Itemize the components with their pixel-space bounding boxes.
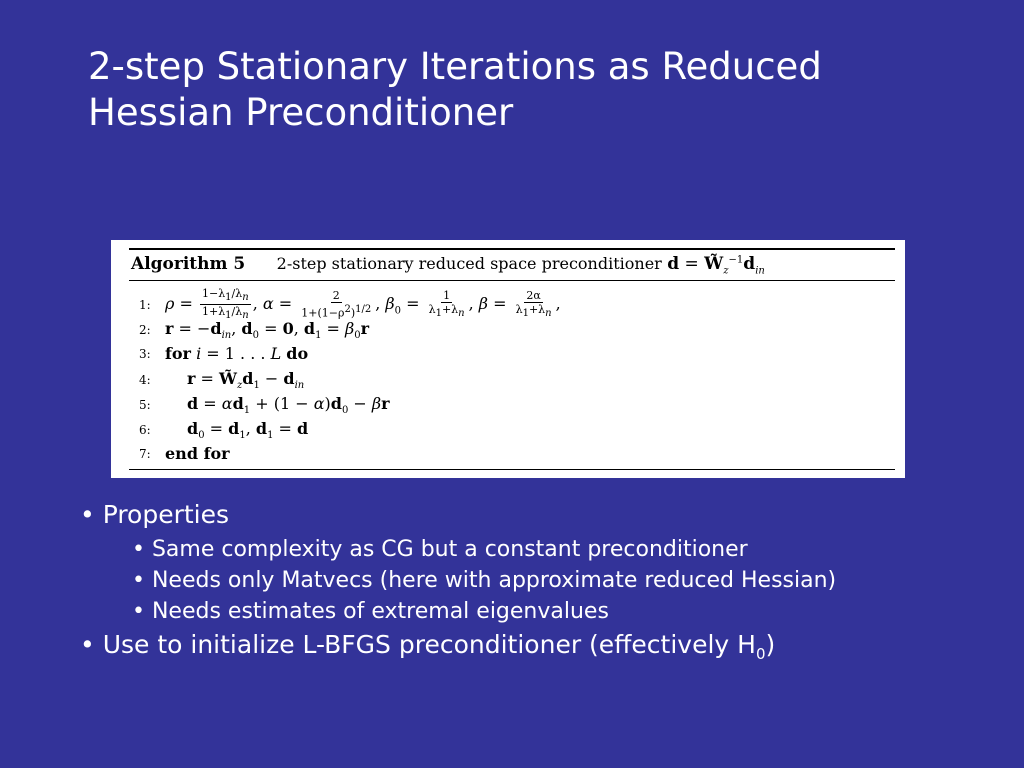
- for-keyword: for: [165, 344, 191, 363]
- algorithm-figure: [111, 240, 905, 478]
- algorithm-line-2: [139, 319, 369, 341]
- line-number-4: 4:: [139, 373, 151, 388]
- bullet-sub-needs-estimates: • Needs estimates of extremal eigenvalues: [132, 599, 609, 624]
- bullet-use-lbfgs-subscript: 0: [755, 645, 766, 663]
- line-number-3: 3:: [139, 346, 151, 361]
- algorithm-line-7: [139, 444, 230, 463]
- algorithm-caption-formula: $d = W̃_z^{-1}d_{in}$: [667, 254, 765, 277]
- slide-title-line-1: 2-step Stationary Iterations as Reduced: [88, 45, 822, 88]
- algorithm-line-1-formula: ρ = $\frac{1-\lambda_1/\lambda_n}{1+\lambda_1/\lambda_n}$ , α = $\frac{2}{1+(1-\rho^2)^{1/2}}$ , $\beta_0$ = $\frac{1}{\lambda_1+\lambda_n}$ , β = $\frac{2\alpha}{\lambda_1+\lambda_n}$ ,: [165, 287, 561, 322]
- algorithm-line-5-formula: $d = \alpha d_1 + (1 - \alpha)d_0 - \beta r$: [187, 394, 390, 417]
- bullet-use-lbfgs-text: • Use to initialize L-BFGS preconditioner (effectively H: [80, 630, 756, 659]
- bullet-use-lbfgs: [80, 630, 775, 663]
- line-number-1: 1:: [139, 297, 151, 312]
- line-number-2: 2:: [139, 323, 151, 338]
- bullet-properties: • Properties: [80, 500, 230, 529]
- algorithm-line-6-formula: $d_0 = d_1$, $d_1 = d$: [187, 419, 309, 442]
- algorithm-bottom-rule: [129, 469, 895, 470]
- algorithm-line-5: [139, 394, 390, 416]
- algorithm-line-1: [139, 288, 561, 321]
- slide-title: [88, 44, 968, 136]
- end-for-keyword: end for: [165, 444, 230, 463]
- line-number-6: 6:: [139, 423, 151, 438]
- slide-title-line-2: Hessian Preconditioner: [88, 91, 514, 134]
- algorithm-line-3: [139, 344, 308, 363]
- algorithm-line-4-formula: $r = W̃_zd_1 - d_{in}$: [187, 369, 305, 392]
- do-keyword: do: [286, 344, 309, 363]
- algorithm-header: [131, 254, 765, 276]
- bullet-use-lbfgs-close: ): [765, 630, 776, 659]
- algorithm-mid-rule: [129, 280, 895, 281]
- algorithm-line-2-formula: $r = -d_{in}$, $d_0 = 0$, $d_1 = \beta_0r$: [165, 319, 370, 342]
- algorithm-line-4: [139, 369, 304, 391]
- algorithm-line-6: [139, 419, 308, 441]
- bullet-sub-needs-matvecs: • Needs only Matvecs (here with approximate reduced Hessian): [132, 568, 837, 593]
- algorithm-caption: 2-step stationary reduced space preconditioner: [276, 254, 662, 273]
- algorithm-number: Algorithm 5: [131, 254, 246, 274]
- line-number-7: 7:: [139, 446, 151, 461]
- algorithm-top-rule: [129, 248, 895, 250]
- algorithm-line-3-formula: for i = 1 . . . L do: [165, 344, 309, 363]
- line-number-5: 5:: [139, 398, 151, 413]
- bullet-sub-same-complexity: • Same complexity as CG but a constant preconditioner: [132, 537, 748, 562]
